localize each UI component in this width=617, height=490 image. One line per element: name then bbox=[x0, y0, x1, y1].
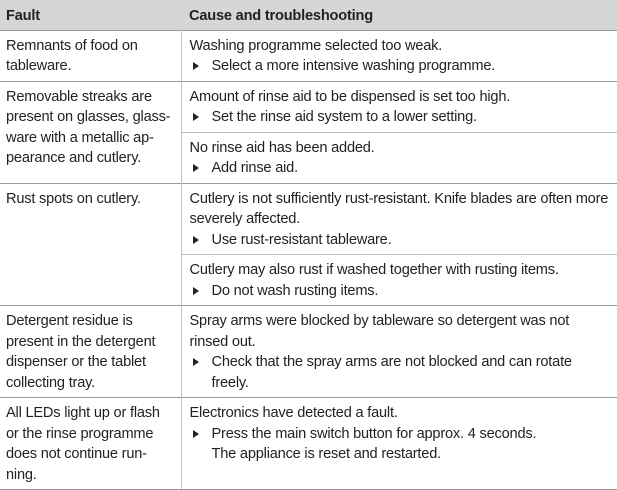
table-row bbox=[0, 306, 617, 398]
cause-cell bbox=[181, 30, 617, 81]
fault-cell bbox=[0, 30, 181, 81]
cause-text: Cutlery is not sufficiently rust-resistant. Knife blades are often more severely affected. bbox=[189, 190, 609, 227]
remedy-item bbox=[190, 158, 612, 179]
arrow-right-icon bbox=[193, 287, 199, 295]
remedy-item bbox=[190, 352, 612, 393]
fault-line: Removable streaks are bbox=[6, 88, 152, 105]
remedy-item bbox=[190, 230, 612, 251]
fault-text: Rust spots on cutlery. bbox=[6, 190, 141, 207]
table-row bbox=[0, 81, 617, 132]
fault-line: All LEDs light up or flash bbox=[6, 405, 160, 421]
fault-line: present on glasses, glass- bbox=[6, 109, 171, 125]
cause-cell bbox=[181, 132, 617, 183]
fault-cell bbox=[0, 398, 181, 490]
fault-line: ware with a metallic ap- bbox=[6, 129, 154, 146]
remedy-item bbox=[190, 56, 612, 77]
cause-text: Cutlery may also rust if washed together with rusting items. bbox=[189, 262, 559, 278]
fault-line: does not continue run- bbox=[6, 446, 147, 462]
arrow-right-icon bbox=[193, 430, 199, 438]
remedy-text: Set the rinse aid system to a lower setting. bbox=[211, 109, 477, 125]
cause-cell bbox=[181, 81, 617, 132]
remedy-text: Do not wash rusting items. bbox=[211, 282, 379, 299]
fault-line: ning. bbox=[6, 466, 37, 483]
fault-cell bbox=[0, 306, 181, 398]
remedy-text: Check that the spray arms are not blocked and can rotate freely. bbox=[211, 354, 572, 391]
arrow-right-icon bbox=[193, 236, 199, 244]
remedy-text: Select a more intensive washing programme. bbox=[211, 58, 496, 74]
remedy-note: The appliance is reset and restarted. bbox=[211, 446, 441, 462]
cause-column-header: Cause and troubleshooting bbox=[181, 0, 617, 30]
remedy-text: Press the main switch button for approx. 4 seconds. bbox=[211, 425, 537, 442]
fault-cell bbox=[0, 183, 181, 306]
fault-text bbox=[6, 405, 160, 483]
table-row bbox=[0, 183, 617, 255]
table-row bbox=[0, 30, 617, 81]
table-header-row bbox=[0, 0, 617, 30]
fault-cell bbox=[0, 81, 181, 183]
remedy-item bbox=[190, 424, 612, 465]
fault-text: Remnants of food on tableware. bbox=[6, 37, 138, 74]
arrow-right-icon bbox=[193, 358, 199, 366]
remedy-item bbox=[190, 107, 612, 128]
arrow-right-icon bbox=[193, 113, 199, 121]
remedy-text: Add rinse aid. bbox=[211, 160, 298, 176]
fault-line: pearance and cutlery. bbox=[6, 150, 142, 166]
remedy-item bbox=[190, 281, 612, 302]
arrow-right-icon bbox=[193, 62, 199, 70]
cause-cell bbox=[181, 183, 617, 255]
fault-line: or the rinse programme bbox=[6, 425, 154, 442]
arrow-right-icon bbox=[193, 164, 199, 172]
remedy-text: Use rust-resistant tableware. bbox=[211, 231, 392, 248]
table-row bbox=[0, 398, 617, 490]
cause-cell bbox=[181, 255, 617, 306]
cause-text: Spray arms were blocked by tableware so detergent was not rinsed out. bbox=[189, 313, 570, 350]
fault-column-header: Fault bbox=[0, 0, 181, 30]
cause-cell bbox=[181, 398, 617, 490]
fault-text: Detergent residue is present in the detergent dispenser or the tablet collecting tray. bbox=[6, 313, 156, 391]
cause-text: Electronics have detected a fault. bbox=[189, 405, 398, 421]
fault-text bbox=[6, 89, 170, 167]
cause-text: Amount of rinse aid to be dispensed is set too high. bbox=[189, 88, 511, 105]
cause-cell bbox=[181, 306, 617, 398]
cause-text: No rinse aid has been added. bbox=[189, 139, 375, 156]
cause-text: Washing programme selected too weak. bbox=[189, 37, 443, 54]
